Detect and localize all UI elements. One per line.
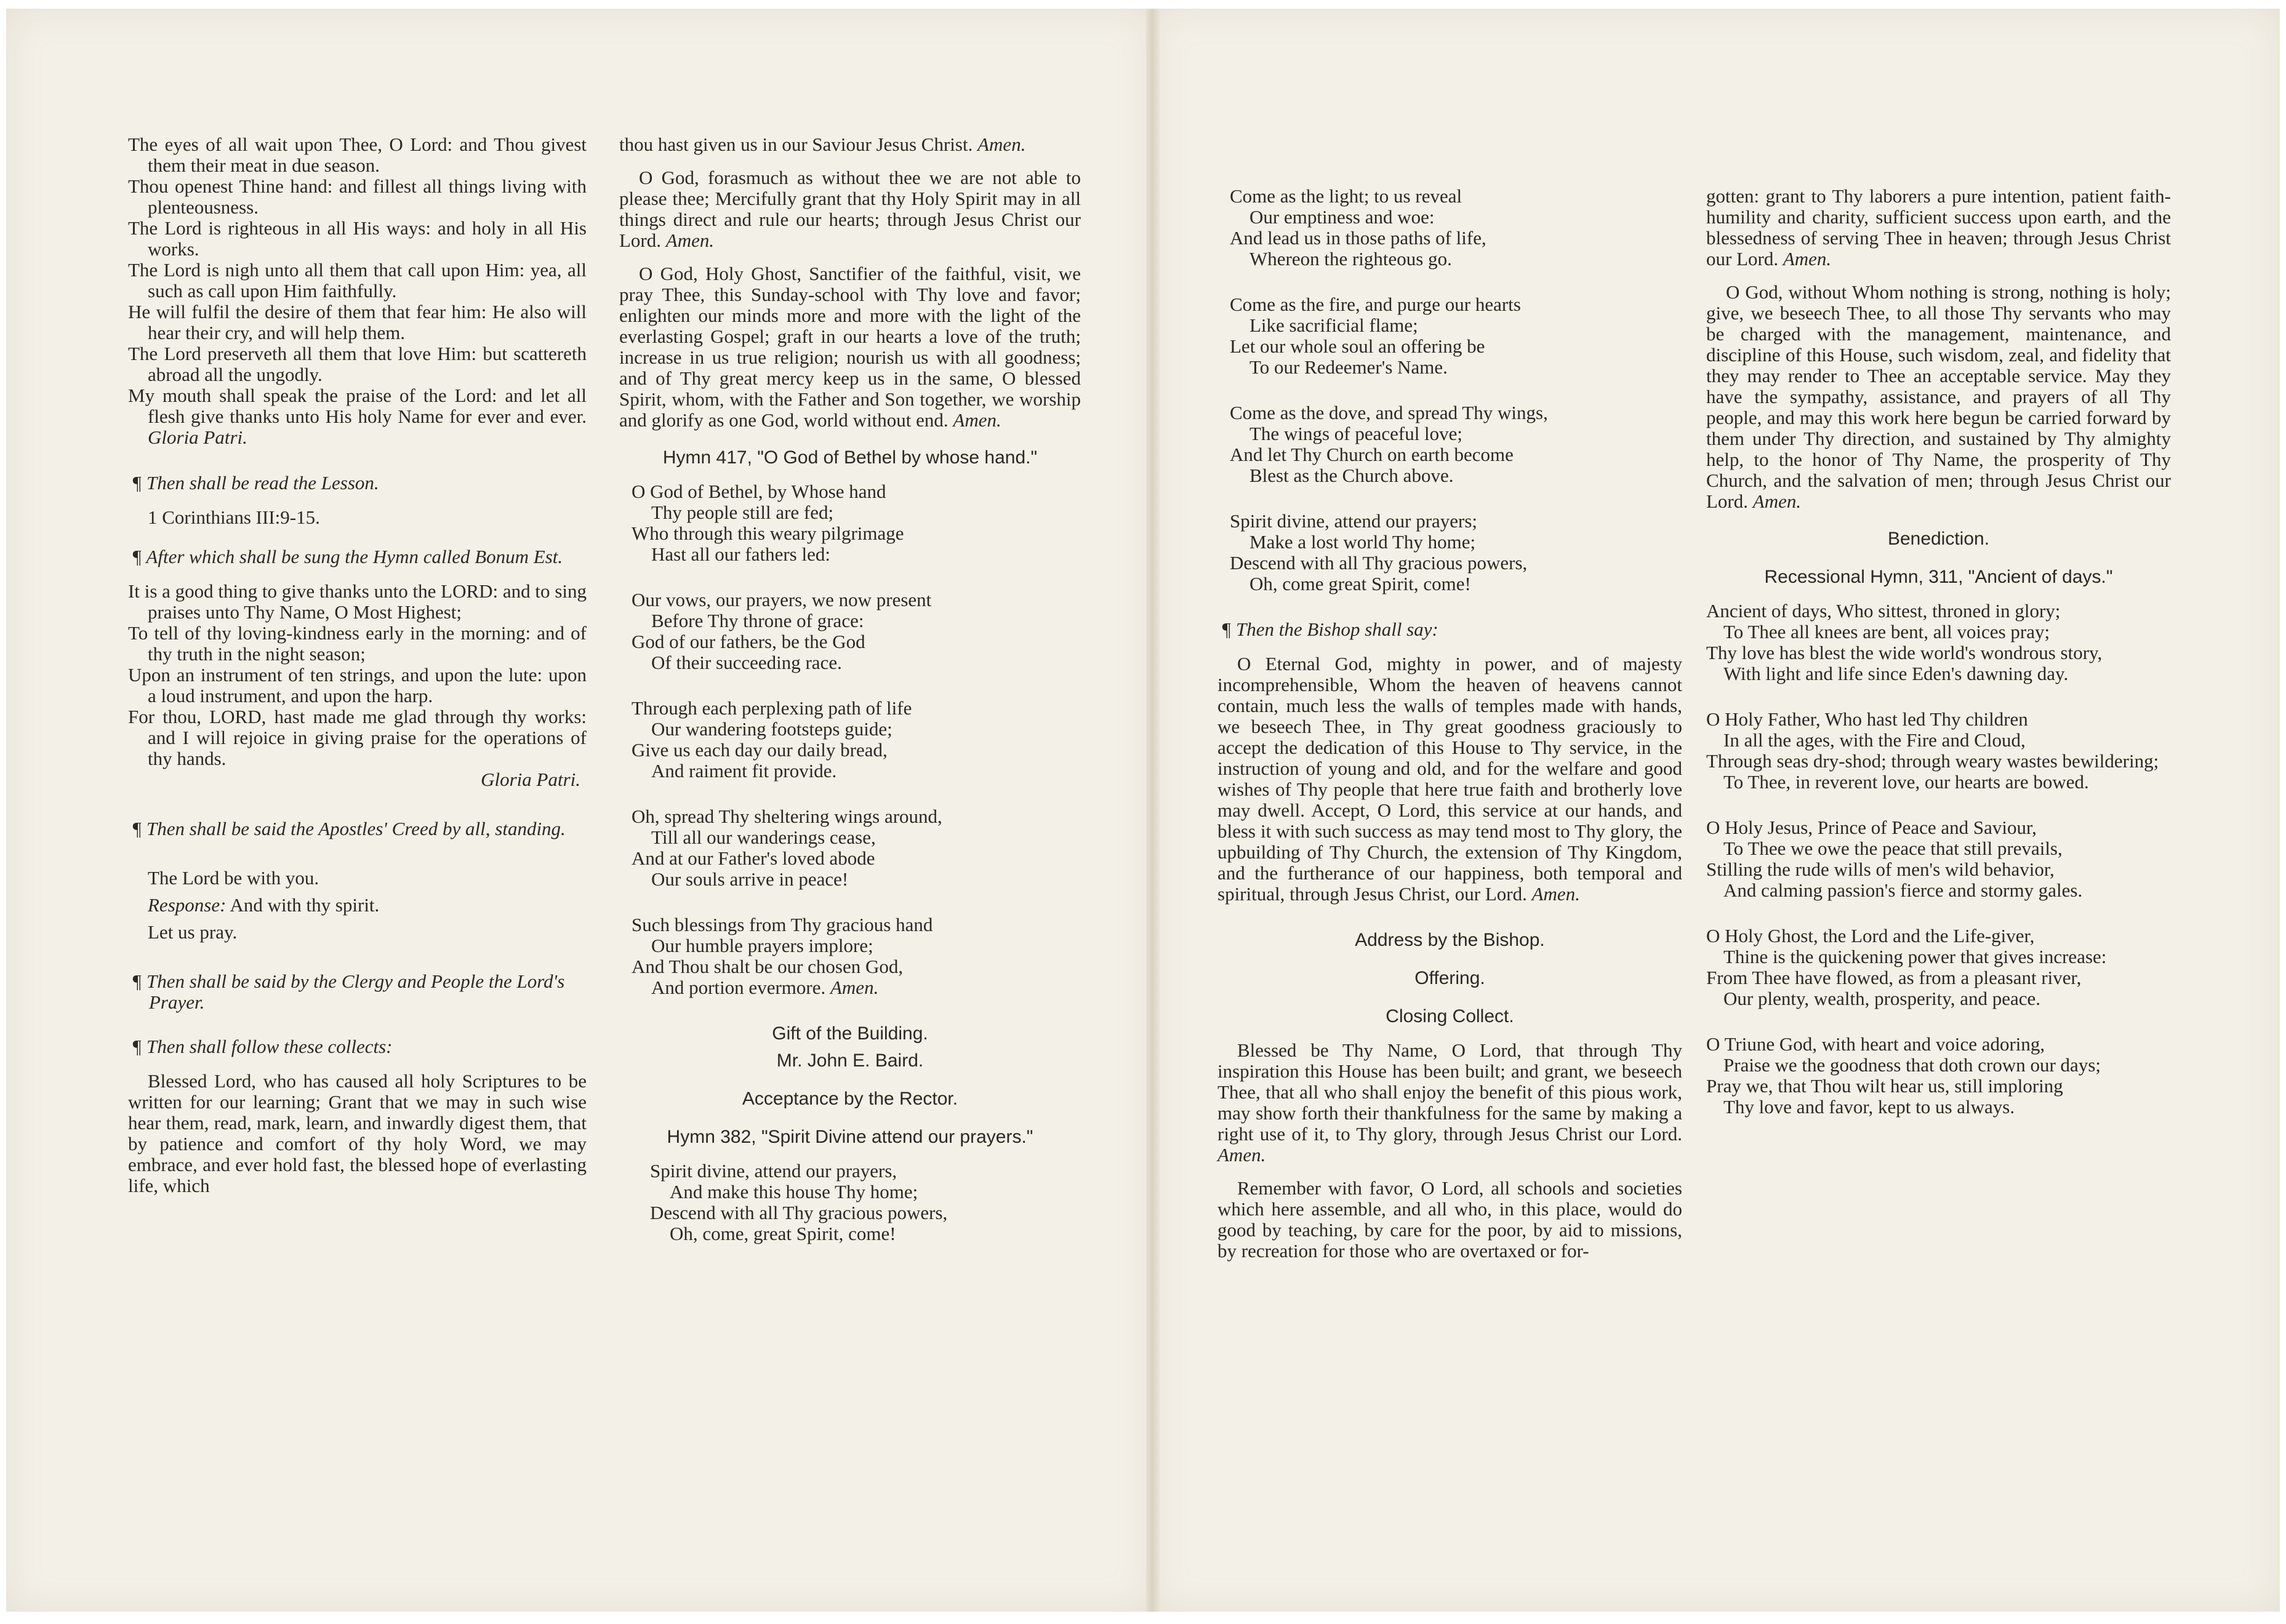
hymn-line: With light and life since Eden's dawning day.	[1723, 663, 2069, 684]
rubric-creed: ¶ Then shall be said the Apostles' Creed by all, standing.	[132, 818, 566, 839]
collect-text	[619, 167, 1081, 251]
gloria-patri: Gloria Patri.	[148, 426, 247, 448]
collect-body: O God, forasmuch as without thee we are not able to please thee; Mercifully grant that thy Holy Spirit may in all things direct and rule our hearts; through Jesus Christ our Lord.	[619, 167, 1081, 251]
psalm-verse	[128, 385, 587, 448]
column-3	[1217, 186, 1682, 1274]
remember-collect-continued	[1706, 186, 2171, 270]
collect-continuation: thou hast given us in our Saviour Jesus Christ.	[619, 134, 973, 155]
gift-heading: Gift of the Building.	[772, 1023, 928, 1044]
hymn-line: And let Thy Church on earth become	[1230, 444, 1514, 465]
versicle: The Lord be with you.	[148, 867, 319, 889]
hymn-line: In all the ages, with the Fire and Cloud,	[1723, 729, 2026, 751]
hymn-line: Thy people still are fed;	[651, 502, 834, 523]
collect-body: O God, Holy Ghost, Sanctifier of the faithful, visit, we pray Thee, this Sunday-school with Thy love and favor; enlighten our minds more and more with the light of the everlasting Gospel; graft in our hearts a love of the truth; increase in us true religion; nourish us with all goodness; and of Thy great mercy keep us in the same, O blessed Spirit, whom, with the Father and Son together, we worship and glorify as one God, world without end.	[619, 263, 1081, 431]
hymn-stanza	[1706, 601, 2171, 684]
hymn-stanza	[1706, 817, 2171, 901]
versicles	[128, 868, 587, 943]
hymn-line: Spirit divine, attend our prayers,	[650, 1160, 897, 1182]
bonum-verse: It is a good thing to give thanks unto the LORD: and to sing praises unto Thy Name, O Most Highest;	[128, 580, 587, 623]
hymn-stanza	[1230, 511, 1682, 594]
closing-collect	[1217, 1040, 1682, 1166]
hymn-line: Our humble prayers implore;	[651, 935, 873, 956]
hymn-line: Oh, come, great Spirit, come!	[670, 1223, 896, 1244]
lesson-reference: 1 Corinthians III:9-15.	[148, 506, 320, 528]
address-heading: Address by the Bishop.	[1355, 930, 1545, 950]
hymn-line: From Thee have flowed, as from a pleasant river,	[1706, 967, 2082, 988]
rubric-bonum-est: ¶ After which shall be sung the Hymn called Bonum Est.	[132, 546, 563, 567]
hymn-line: Thine is the quickening power that gives increase:	[1723, 946, 2107, 967]
psalm-verse: He will fulfil the desire of them that fear him: He also will hear their cry, and will help them.	[128, 301, 587, 343]
hymn-line: And at our Father's loved abode	[632, 847, 875, 869]
amen: Amen.	[1531, 883, 1580, 905]
hymn-line: Give us each day our daily bread,	[632, 739, 888, 761]
hymn-line: Thy love and favor, kept to us always.	[1723, 1096, 2015, 1118]
hymn-line: Thy love has blest the wide world's wondrous story,	[1706, 642, 2103, 663]
hymn-line: Through each perplexing path of life	[632, 697, 912, 719]
hymn-line: Descend with all Thy gracious powers,	[650, 1202, 948, 1223]
bonum-verse: For thou, LORD, hast made me glad through thy works: and I will rejoice in giving praise for the operations of thy hands.	[128, 706, 587, 769]
hymn-stanza	[632, 481, 1081, 565]
hymn-line: Our emptiness and woe:	[1249, 206, 1435, 228]
hymn-line: Ancient of days, Who sittest, throned in glory;	[1706, 600, 2061, 622]
bonum-verse: Upon an instrument of ten strings, and upon the lute: upon a loud instrument, and upon the harp.	[128, 664, 587, 706]
response-label: Response:	[148, 894, 227, 916]
hymn-stanza	[1230, 294, 1682, 378]
versicle: Let us pray.	[148, 921, 238, 943]
hymn-stanza	[1706, 1034, 2171, 1118]
hymn-line: To Thee we owe the peace that still prevails,	[1723, 838, 2063, 859]
hymn-line: Oh, spread Thy sheltering wings around,	[632, 806, 942, 827]
rubric-lords-prayer: ¶ Then shall be said by the Clergy and People the Lord's Prayer.	[132, 970, 565, 1013]
hymn-line: The wings of peaceful love;	[1249, 423, 1463, 444]
hymn-line: O Holy Ghost, the Lord and the Life-giver,	[1706, 925, 2035, 946]
hymn-line: Through seas dry-shod; through weary wastes bewildering;	[1706, 750, 2159, 772]
column-1	[128, 134, 587, 1209]
hymn-line: O Triune God, with heart and voice adoring,	[1706, 1033, 2045, 1055]
hymn-line: Our wandering footsteps guide;	[651, 718, 892, 740]
rubric-collects: ¶ Then shall follow these collects:	[132, 1036, 393, 1057]
collect-text	[619, 263, 1081, 431]
hymn-stanza	[1706, 926, 2171, 1009]
hymn-line: Descend with all Thy gracious powers,	[1230, 552, 1528, 574]
hymn-line: Till all our wanderings cease,	[651, 826, 876, 848]
hymn-line: Our souls arrive in peace!	[651, 868, 849, 890]
acceptance-heading: Acceptance by the Rector.	[742, 1089, 958, 1109]
hymn-line: O Holy Jesus, Prince of Peace and Saviour,	[1706, 817, 2037, 838]
hymn-stanza	[632, 914, 1081, 998]
hymn-line: And calming passion's fierce and stormy gales.	[1723, 879, 2083, 901]
psalm-block	[128, 134, 587, 448]
hymn-line: Oh, come great Spirit, come!	[1249, 573, 1471, 594]
recessional-heading: Recessional Hymn, 311, "Ancient of days."	[1764, 567, 2113, 587]
hymn-stanza	[1706, 709, 2171, 793]
hymn-stanza	[632, 590, 1081, 673]
hymn-stanza	[1230, 186, 1682, 270]
hymn-line: Hast all our fathers led:	[651, 543, 830, 565]
amen: Amen.	[1783, 248, 1832, 270]
hymn-line: O Holy Father, Who hast led Thy children	[1706, 708, 2028, 730]
hymn-line	[632, 977, 1081, 998]
hymn-line: Before Thy throne of grace:	[651, 610, 864, 631]
donor-name: Mr. John E. Baird.	[776, 1050, 924, 1071]
hymn-line: Such blessings from Thy gracious hand	[632, 914, 933, 935]
hymn-line: To our Redeemer's Name.	[1249, 356, 1448, 378]
prayer-body: O Eternal God, mighty in power, and of majesty incomprehensible, Whom the heaven of heavens cannot contain, much less the walls of temples made with hands, we beseech Thee, in Thy great goodness graciously to accept the dedication of this House to Thy service, in the instruction of young and old, and for the welfare and good wishes of Thy people that here true faith and brotherly love may dwell. Accept, O Lord, this service at our hands, and bless it with such success as may tend most to Thy glory, the upbuilding of Thy Church, the extension of Thy Kingdom, and the furtherance of our happiness, both temporal and spiritual, through Jesus Christ, our Lord.	[1217, 653, 1682, 905]
psalm-verse: The Lord is righteous in all His ways: and holy in all His works.	[128, 217, 587, 260]
hymn-line: And lead us in those paths of life,	[1230, 227, 1486, 249]
gloria-patri: Gloria Patri.	[481, 769, 580, 790]
column-4	[1706, 186, 2171, 1142]
hymn-stanza	[650, 1161, 1081, 1244]
hymn-stanza	[1230, 402, 1682, 486]
amen: Amen.	[1217, 1144, 1266, 1166]
hymn-line: Who through this weary pilgrimage	[632, 522, 904, 544]
amen: Amen.	[977, 134, 1026, 155]
hymn-line: Of their succeeding race.	[651, 652, 842, 673]
hymn-line: Make a lost world Thy home;	[1249, 531, 1476, 553]
benediction-heading: Benediction.	[1887, 529, 1990, 549]
collect-text	[619, 134, 1081, 155]
hymn-line: Whereon the righteous go.	[1249, 248, 1452, 270]
rubric-lesson: ¶ Then shall be read the Lesson.	[132, 472, 379, 494]
bonum-verse: To tell of thy loving-kindness early in the morning: and of thy truth in the night season;	[128, 622, 587, 665]
hymn-line: Spirit divine, attend our prayers;	[1230, 510, 1478, 532]
amen: Amen.	[665, 230, 715, 251]
hymn-line: God of our fathers, be the God	[632, 631, 865, 652]
hymn-line: Blest as the Church above.	[1249, 465, 1454, 486]
hymn-line: Praise we the goodness that doth crown our days;	[1723, 1054, 2101, 1076]
hymn-line: Like sacrificial flame;	[1249, 314, 1418, 336]
hymn-line: Stilling the rude wills of men's wild behavior,	[1706, 858, 2055, 880]
psalm-verse: Thou openest Thine hand: and fillest all things living with plenteousness.	[128, 175, 587, 218]
hymn-line: Let our whole soul an offering be	[1230, 335, 1485, 357]
hymn-line: And raiment fit provide.	[651, 760, 837, 782]
collect-body: Blessed be Thy Name, O Lord, that through Thy inspiration this House has been built; and grant, we beseech Thee, that all who shall enjoy the benefit of this pious work, may show forth their thankfulness for the same by making a right use of it, to Thy glory, through Jesus Christ our Lord.	[1217, 1039, 1682, 1145]
collect-body: O God, without Whom nothing is strong, nothing is holy; give, we beseech Thee, to all those Thy servants who may be charged with the management, maintenance, and discipline of this House, such wisdom, zeal, and fidelity that they may render to Thee an acceptable service. May they have the sympathy, assistance, and prayers of all Thy people, and may this work here begun be carried forward by them under Thy direction, and sustained by Thy almighty help, to the honor of Thy Name, the prosperity of Thy Church, and the salvation of men; through Jesus Christ our Lord.	[1706, 281, 2171, 512]
psalm-verse: The Lord preserveth all them that love Him: but scattereth abroad all the ungodly.	[128, 343, 587, 385]
remember-collect: Remember with favor, O Lord, all schools and societies which here assemble, and all who, in this place, would do good by teaching, by care for the poor, by aid to missions, by recreation for those who are overtaxed or for-	[1217, 1177, 1682, 1262]
column-2	[619, 134, 1081, 1269]
hymn-heading: Hymn 417, "O God of Bethel by whose hand."	[662, 447, 1038, 468]
amen: Amen.	[953, 409, 1001, 431]
amen: Amen.	[1752, 490, 1802, 512]
closing-collect-heading: Closing Collect.	[1386, 1006, 1514, 1026]
hymn-line: To Thee all knees are bent, all voices pray;	[1723, 621, 2050, 642]
response	[148, 895, 587, 916]
hymn-stanza	[632, 806, 1081, 890]
hymn-line: Our plenty, wealth, prosperity, and peace.	[1723, 988, 2041, 1009]
hymn-line: Pray we, that Thou wilt hear us, still imploring	[1706, 1075, 2063, 1097]
psalm-verse: The Lord is nigh unto all them that call upon Him: yea, all such as call upon Him faithfully.	[128, 259, 587, 302]
hymn-line: Our vows, our prayers, we now present	[632, 589, 932, 610]
hymn-line: Come as the fire, and purge our hearts	[1230, 294, 1521, 315]
hymn-line: O God of Bethel, by Whose hand	[632, 481, 886, 502]
collect-body: gotten: grant to Thy laborers a pure intention, patient faith-humility and charity, sufficient success upon earth, and the blessedness of serving Thee in heaven; through Jesus Christ our Lord.	[1706, 185, 2171, 270]
hymn-heading: Hymn 382, "Spirit Divine attend our prayers."	[667, 1127, 1033, 1147]
psalm-verse: The eyes of all wait upon Thee, O Lord: and Thou givest them their meat in due season.	[128, 134, 587, 176]
hymn-line: To Thee, in reverent love, our hearts are bowed.	[1723, 771, 2089, 793]
hymn-line: Come as the dove, and spread Thy wings,	[1230, 402, 1548, 423]
bonum-est-block	[128, 581, 587, 790]
page-gutter	[1146, 9, 1160, 1612]
hymn-line: And make this house Thy home;	[670, 1181, 918, 1202]
hymn-line-text: And portion evermore.	[651, 977, 826, 998]
hymn-line: And Thou shalt be our chosen God,	[632, 956, 904, 977]
dedication-prayer	[1217, 654, 1682, 905]
offering-heading: Offering.	[1414, 968, 1485, 988]
amen: Amen.	[830, 977, 879, 998]
psalm-verse-text: My mouth shall speak the praise of the Lord: and let all flesh give thanks unto His holy Name for ever and ever.	[128, 385, 587, 427]
hymn-line: Come as the light; to us reveal	[1230, 185, 1462, 207]
response-text: And with thy spirit.	[230, 894, 380, 916]
hymn-stanza	[632, 698, 1081, 782]
collect-text: Blessed Lord, who has caused all holy Scriptures to be written for our learning; Grant that we may in such wise hear them, read, mark, learn, and inwardly digest them, that by patience and comfort of thy holy Word, we may embrace, and ever hold fast, the blessed hope of everlasting life, which	[128, 1070, 587, 1196]
rubric-bishop: ¶ Then the Bishop shall say:	[1221, 618, 1438, 640]
maintenance-collect	[1706, 282, 2171, 512]
